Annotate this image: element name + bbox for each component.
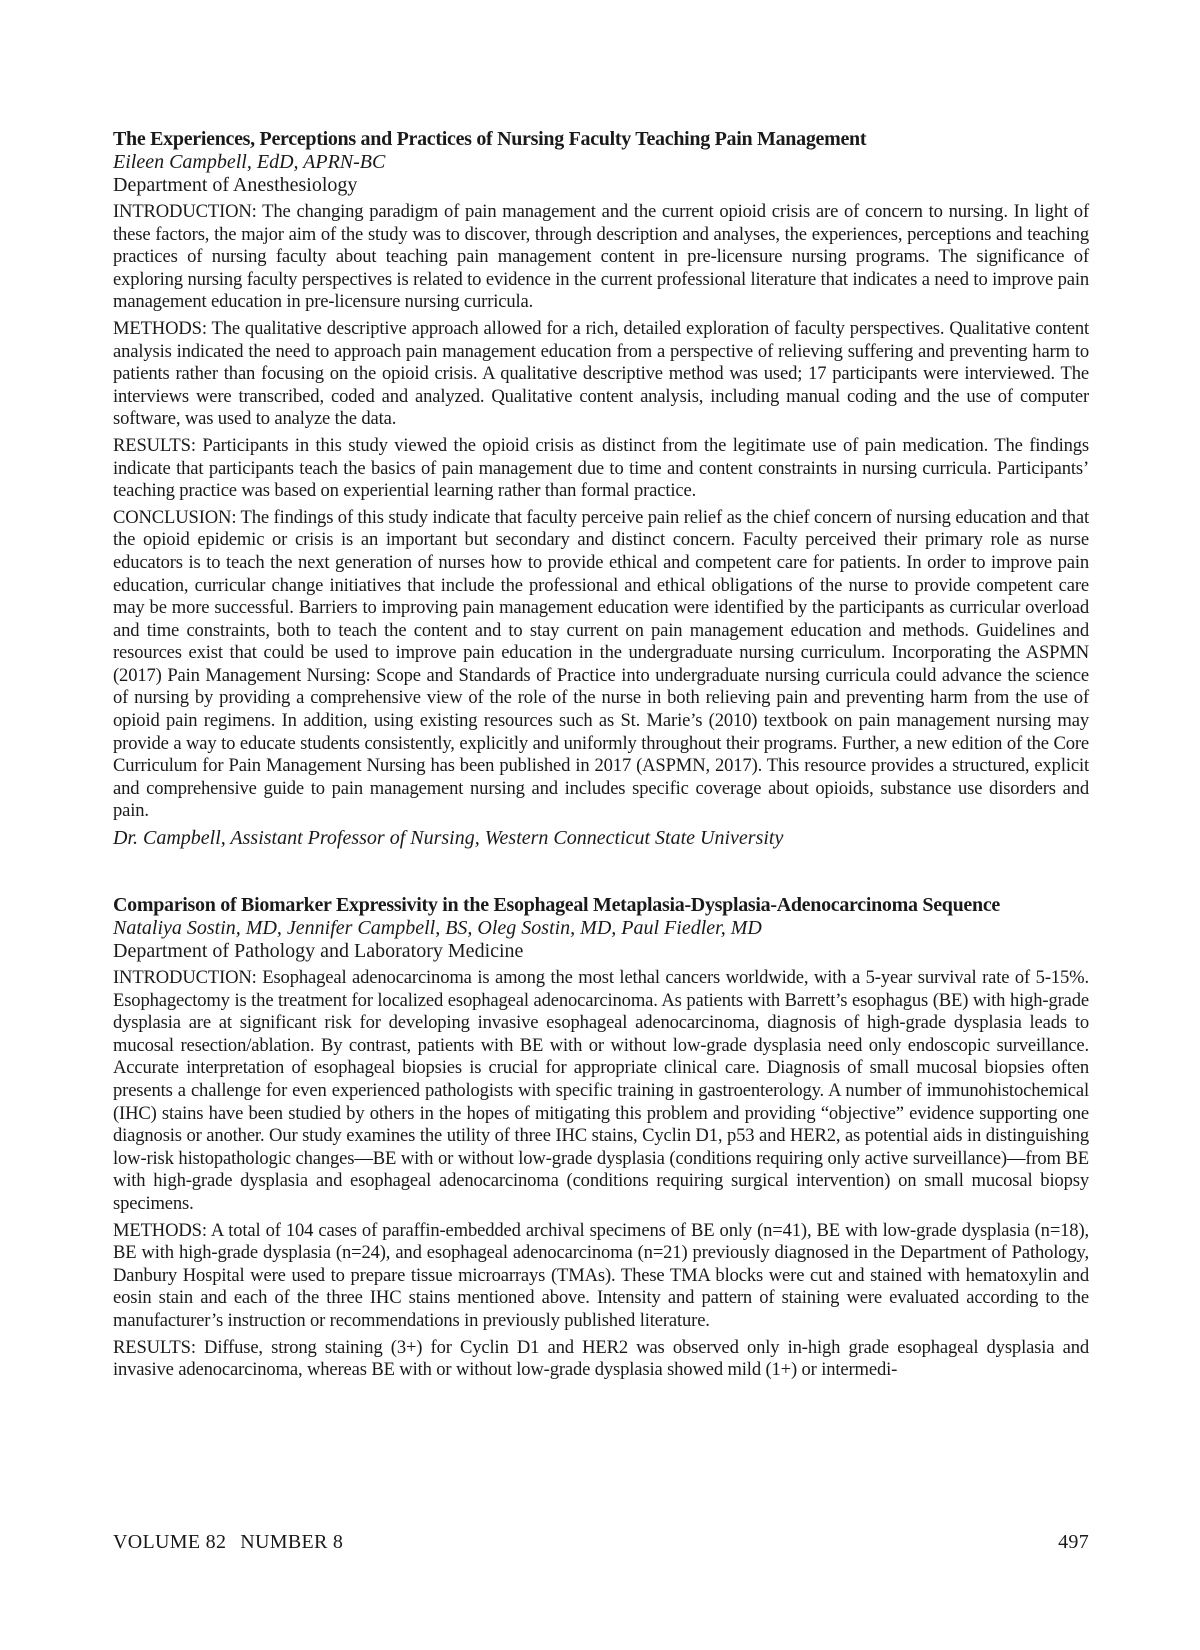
abstract-1 — [113, 128, 1089, 850]
methods-paragraph: METHODS: A total of 104 cases of paraffin-embedded archival specimens of BE only (n=41), BE with low-grade dysplasia (n=18), BE with high-grade dysplasia (n=24), and esophageal adenocarcinoma (n=21) previously diagnosed in the Department of Pathology, Danbury Hospital were used to prepare tissue microarrays (TMAs). These TMA blocks were cut and stained with hematoxylin and eosin stain and each of the three IHC stains mentioned above. Intensity and pattern of staining were evaluated according to the manufacturer’s instruction or recommendations in previously published literature. — [113, 1219, 1089, 1331]
abstract-department: Department of Pathology and Laboratory Medicine — [113, 940, 524, 963]
volume-label: VOLUME 82 — [113, 1531, 227, 1553]
page-number: 497 — [1058, 1531, 1089, 1553]
page-content — [113, 128, 1089, 1386]
results-paragraph: RESULTS: Participants in this study viewed the opioid crisis as distinct from the legitimate use of pain medication. The findings indicate that participants teach the basics of pain management due to time and content constraints in nursing curricula. Participants’ teaching practice was based on experiential learning rather than formal practice. — [113, 434, 1089, 502]
author-affiliation: Dr. Campbell, Assistant Professor of Nursing, Western Connecticut State University — [113, 827, 784, 850]
abstract-2 — [113, 894, 1089, 1382]
abstract-department: Department of Anesthesiology — [113, 174, 358, 196]
abstract-authors: Eileen Campbell, EdD, APRN-BC — [113, 151, 386, 173]
conclusion-paragraph: CONCLUSION: The findings of this study indicate that faculty perceive pain relief as the chief concern of nursing education and that the opioid epidemic or crisis is an important but secondary and distinct concern. Faculty perceived their primary role as nurse educators is to teach the next generation of nurses how to provide ethical and competent care for patients. In order to improve pain education, curricular change initiatives that include the professional and ethical obligations of the nurse to provide competent care may be more successful. Barriers to improving pain management education were identified by the participants as curricular overload and time constraints, both to teach the content and to stay current on pain management education and methods. Guidelines and resources exist that could be used to improve pain education in the undergraduate nursing curriculum. Incorporating the ASPMN (2017) Pain Management Nursing: Scope and Standards of Practice into undergraduate nursing curricula could advance the science of nursing by providing a comprehensive view of the role of the nurse in both relieving pain and preventing harm from the use of opioid pain regimens. In addition, using existing resources such as St. Marie’s (2010) textbook on pain management nursing may provide a way to educate students consistently, explicitly and uniformly throughout their programs. Further, a new edition of the Core Curriculum for Pain Management Nursing has been published in 2017 (ASPMN, 2017). This resource provides a structured, explicit and comprehensive guide to pain management nursing and includes specific coverage about opioids, substance use disorders and pain. — [113, 506, 1089, 822]
abstract-authors: Nataliya Sostin, MD, Jennifer Campbell, BS, Oleg Sostin, MD, Paul Fiedler, MD — [113, 917, 762, 940]
introduction-paragraph: INTRODUCTION: Esophageal adenocarcinoma is among the most lethal cancers worldwide, with a 5-year survival rate of 5-15%. Esophagectomy is the treatment for localized esophageal adenocarcinoma. As patients with Barrett’s esophagus (BE) with high-grade dysplasia are at significant risk for developing invasive esophageal adenocarcinoma, diagnosis of high-grade dysplasia leads to mucosal resection/ablation. By contrast, patients with BE with or without low-grade dysplasia need only endoscopic surveillance. Accurate interpretation of esophageal biopsies is crucial for appropriate clinical care. Diagnosis of small mucosal biopsies often presents a challenge for even experienced pathologists with specific training in gastroenterology. A number of immunohistochemical (IHC) stains have been studied by others in the hopes of mitigating this problem and providing “objective” evidence supporting one diagnosis or another. Our study examines the utility of three IHC stains, Cyclin D1, p53 and HER2, as potential aids in distinguishing low-risk histopathologic changes—BE with or without low-grade dysplasia (conditions requiring only active surveillance)—from BE with high-grade dysplasia and esophageal adenocarcinoma (conditions requiring surgical intervention) on small mucosal biopsy specimens. — [113, 967, 1089, 1214]
abstract-title: Comparison of Biomarker Expressivity in the Esophageal Metaplasia-Dysplasia-Adenocarcinoma Sequence — [113, 894, 1000, 917]
number-label: NUMBER 8 — [240, 1531, 344, 1553]
introduction-paragraph: INTRODUCTION: The changing paradigm of pain management and the current opioid crisis are of concern to nursing. In light of these factors, the major aim of the study was to discover, through description and analyses, the experiences, perceptions and teaching practices of nursing faculty about teaching pain management content in pre-licensure nursing programs. The significance of exploring nursing faculty perspectives is related to evidence in the current professional literature that indicates a need to improve pain management education in pre-licensure nursing curricula. — [113, 201, 1089, 313]
abstract-title: The Experiences, Perceptions and Practices of Nursing Faculty Teaching Pain Management — [113, 128, 867, 150]
methods-paragraph: METHODS: The qualitative descriptive approach allowed for a rich, detailed exploration of faculty perspectives. Qualitative content analysis indicated the need to approach pain management education from a perspective of relieving suffering and preventing harm to patients rather than focusing on the opioid crisis. A qualitative descriptive method was used; 17 participants were interviewed. The interviews were transcribed, coded and analyzed. Qualitative content analysis, including manual coding and the use of computer software, was used to analyze the data. — [113, 317, 1089, 430]
journal-issue — [113, 1530, 343, 1554]
results-paragraph: RESULTS: Diffuse, strong staining (3+) for Cyclin D1 and HER2 was observed only in-high grade esophageal dysplasia and invasive adenocarcinoma, whereas BE with or without low-grade dysplasia showed mild (1+) or intermedi- — [113, 1336, 1089, 1381]
page-footer — [113, 1530, 1089, 1554]
